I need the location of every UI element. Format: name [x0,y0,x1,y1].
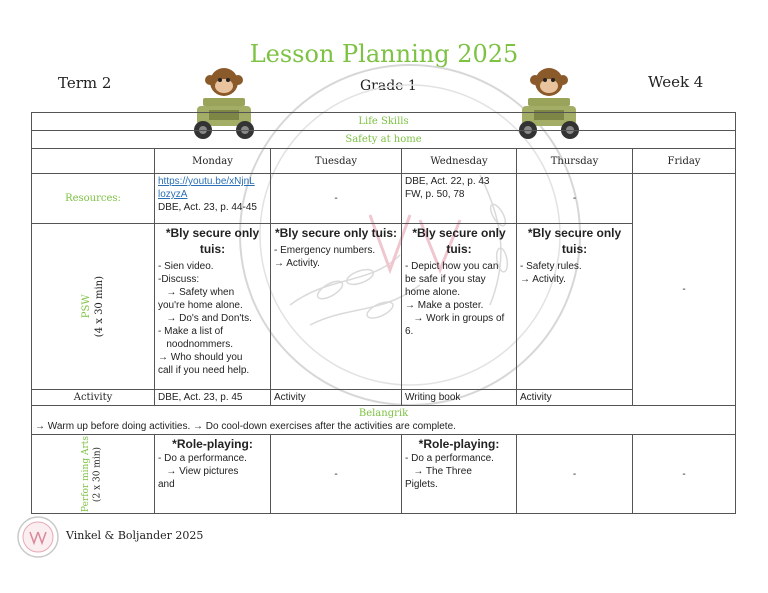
belangrik-row [32,406,736,435]
list-item: and [158,479,175,491]
pa-label-cell [32,435,155,514]
list-item: home alone. [405,287,461,299]
list-item: - Make a list of [158,326,224,338]
lesson-plan-table [31,112,736,514]
resources-wednesday [402,174,517,224]
brand-logo-icon [16,515,60,559]
resources-label: Resources: [32,174,155,224]
psw-wednesday-list [405,260,513,338]
pa-sublabel: (2 x 30 min) [93,446,103,502]
psw-heading: *Bly secure only tuis: [165,226,260,257]
pa-heading: *Role-playing: [172,437,253,451]
psw-monday [155,224,271,390]
resources-thursday: - [517,174,633,224]
psw-friday: - [633,174,736,406]
belangrik-text: → Warm up before doing activities. → Do cool-down exercises after the activities are complete. [35,421,456,432]
resources-row [32,174,736,224]
resources-wednesday-line: DBE, Act. 22, p. 43 [405,176,490,187]
grade-label: Grade 1 [360,78,417,94]
psw-label-text: PSW [81,294,92,319]
psw-heading: *Bly secure only tuis: [274,226,398,240]
list-item: noodnommers. [158,339,234,351]
day-thursday: Thursday [517,149,633,174]
psw-wednesday [402,224,517,390]
day-header-row [32,149,736,174]
day-friday: Friday [633,149,736,174]
day-tuesday: Tuesday [271,149,402,174]
activity-wednesday: Writing book [402,390,517,406]
psw-thursday-list [520,260,629,286]
psw-label [80,276,106,337]
pa-label [81,436,104,512]
corner-cell [32,149,155,174]
week-label: Week 4 [648,73,704,91]
list-item: → Make a poster. [405,300,484,312]
psw-monday-list [158,260,267,377]
pa-heading: *Role-playing: [418,437,500,451]
list-item: → Activity. [274,258,320,270]
pa-label-text: Perfor ming Arts [81,436,92,513]
list-item: → The Three [405,466,472,478]
list-item: - Safety rules. [520,261,582,273]
psw-label-cell [32,224,155,390]
page-title: Lesson Planning 2025 [249,40,519,68]
day-wednesday: Wednesday [402,149,517,174]
list-item: be safe if you stay [405,274,486,286]
pa-monday-list [158,452,267,491]
psw-tuesday-list [274,244,398,270]
list-item: → Activity. [520,274,566,286]
list-item: Piglets. [405,479,438,491]
list-item: - Do a performance. [158,453,247,465]
list-item: → Do's and Don'ts. [158,313,252,325]
topic-banner: Safety at home [32,131,736,149]
resources-wednesday-line: FW, p. 50, 78 [405,189,465,200]
list-item: - Do a performance. [405,453,494,465]
list-item: call if you need help. [158,365,250,377]
activity-monday: DBE, Act. 23, p. 45 [155,390,271,406]
pa-wednesday-list [405,452,513,491]
pa-thursday: - [517,435,633,514]
activity-row [32,390,736,406]
list-item: 6. [405,326,414,338]
psw-thursday [517,224,633,390]
belangrik-title: Belangrik [358,408,409,419]
resources-monday-text: DBE, Act. 23, p. 44-45 [158,202,257,213]
pa-monday [155,435,271,514]
psw-heading: *Bly secure only tuis: [412,226,506,257]
performing-arts-row [32,435,736,514]
list-item: -Discuss: [158,274,200,286]
resources-monday [155,174,271,224]
resources-tuesday: - [271,174,402,224]
video-link[interactable]: https://youtu.be/xNjnL lozyzA [158,176,255,200]
list-item: - Sien video. [158,261,214,273]
list-item: - Depict how you can [405,261,499,273]
pa-friday: - [633,435,736,514]
list-item: → View pictures [158,466,239,478]
activity-thursday: Activity [517,390,633,406]
day-monday: Monday [155,149,271,174]
list-item: → Safety when [158,287,235,299]
psw-heading: *Bly secure only tuis: [527,226,622,257]
term-label: Term 2 [58,74,112,92]
list-item: → Work in groups of [405,313,505,325]
psw-sublabel: (4 x 30 min) [94,275,105,338]
subject-banner: Life Skills [32,113,736,131]
belangrik-cell [32,406,736,435]
activity-label: Activity [32,390,155,406]
pa-wednesday [402,435,517,514]
psw-row [32,224,736,390]
psw-tuesday [271,224,402,390]
pa-tuesday: - [271,435,402,514]
list-item: - Emergency numbers. [274,245,376,257]
list-item: → Who should you [158,352,243,364]
activity-tuesday: Activity [271,390,402,406]
list-item: you're home alone. [158,300,243,312]
footer-credit: Vinkel & Boljander 2025 [66,529,204,542]
